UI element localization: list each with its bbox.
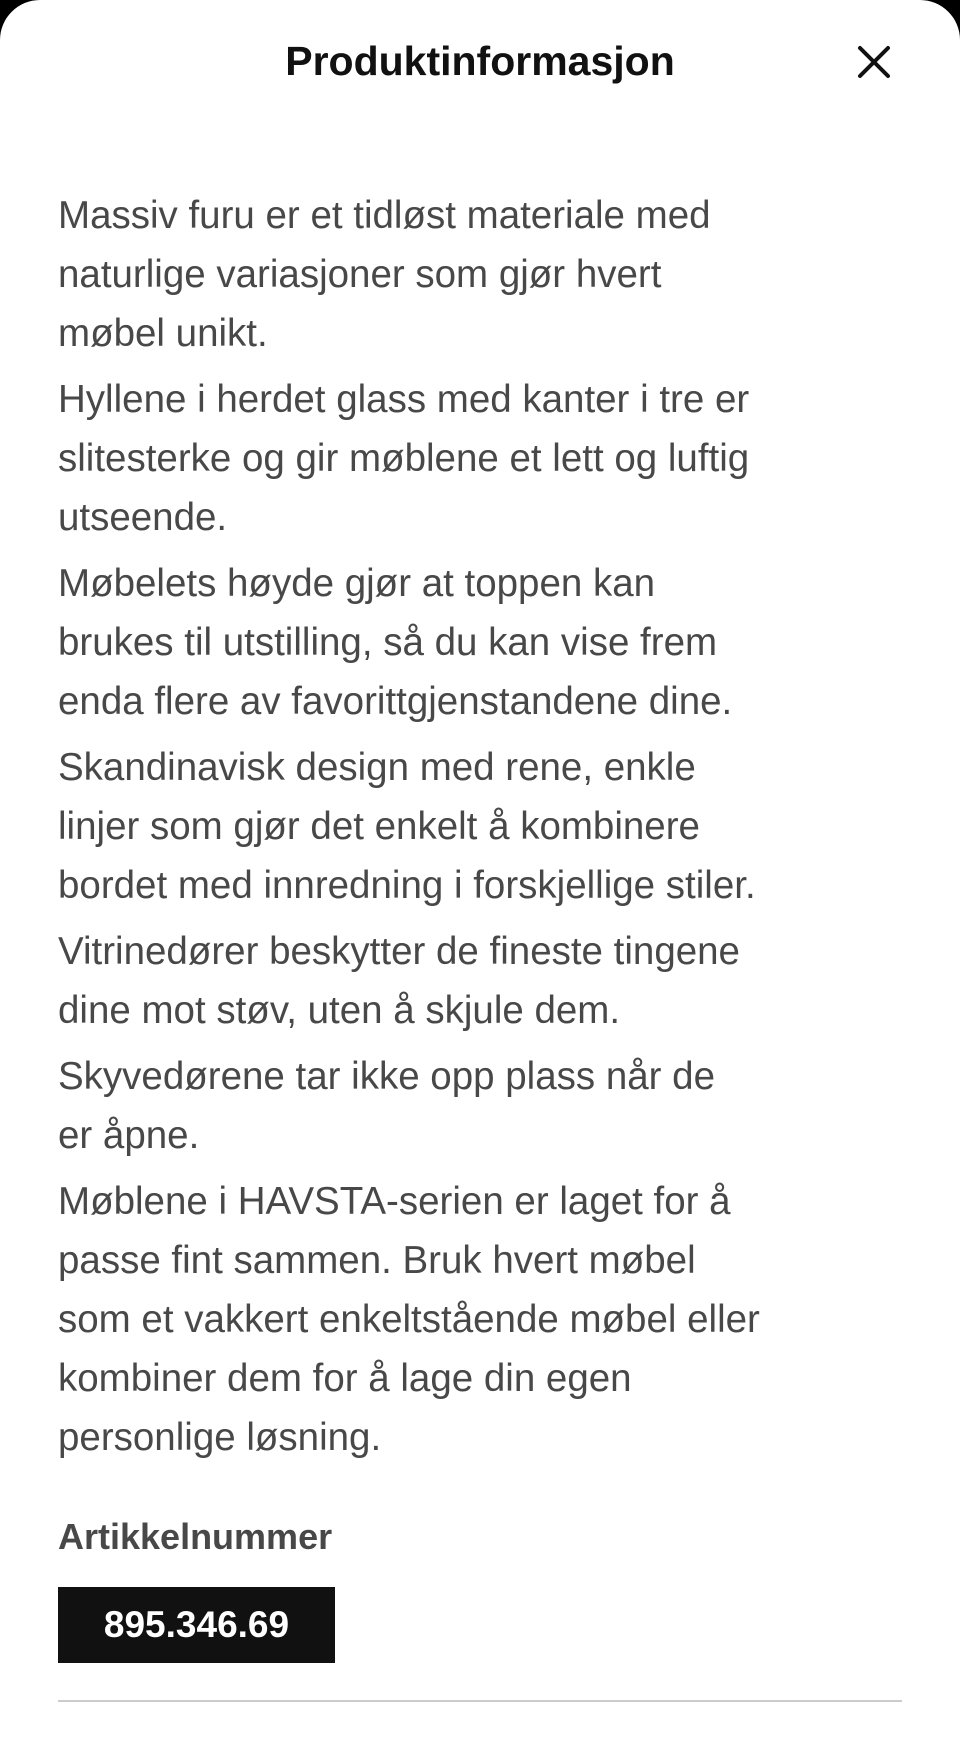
description-paragraph — [58, 554, 938, 731]
description-paragraph — [58, 1047, 938, 1165]
article-number: 895.346.69 — [58, 1587, 335, 1663]
close-icon — [852, 40, 896, 84]
description-line: personlige løsning. — [58, 1416, 382, 1459]
description-line: utseende. — [58, 496, 228, 539]
description-line: Hyllene i herdet glass med kanter i tre er — [58, 378, 750, 421]
close-button[interactable] — [852, 40, 896, 84]
description-line: bordet med innredning i forskjellige stiler. — [58, 864, 756, 907]
description-line: Skyvedørene tar ikke opp plass når de — [58, 1055, 715, 1098]
description-line: er åpne. — [58, 1114, 200, 1157]
description-paragraph — [58, 1172, 938, 1467]
description-line: Massiv furu er et tidløst materiale med — [58, 194, 711, 237]
description-paragraph — [58, 922, 938, 1040]
description-line: som et vakkert enkeltstående møbel eller — [58, 1298, 760, 1341]
description-paragraph — [58, 370, 938, 547]
description-line: dine mot støv, uten å skjule dem. — [58, 989, 621, 1032]
description-line: naturlige variasjoner som gjør hvert — [58, 253, 662, 296]
description-line: Møbelets høyde gjør at toppen kan — [58, 562, 656, 605]
description-line: Skandinavisk design med rene, enkle — [58, 746, 696, 789]
description-line: Møblene i HAVSTA-serien er laget for å — [58, 1180, 731, 1223]
description-paragraph — [58, 738, 938, 915]
product-description — [58, 186, 938, 1474]
divider — [58, 1700, 902, 1702]
description-line: møbel unikt. — [58, 312, 268, 355]
description-line: enda flere av favorittgjenstandene dine. — [58, 680, 733, 723]
description-line: kombiner dem for å lage din egen — [58, 1357, 632, 1400]
article-number-label: Artikkelnummer — [58, 1516, 333, 1557]
description-line: Vitrinedører beskytter de fineste tingene — [58, 930, 740, 973]
description-line: passe fint sammen. Bruk hvert møbel — [58, 1239, 696, 1282]
description-line: linjer som gjør det enkelt å kombinere — [58, 805, 700, 848]
description-paragraph — [58, 186, 938, 363]
page-title: Produktinformasjon — [285, 38, 675, 84]
description-line: brukes til utstilling, så du kan vise frem — [58, 621, 718, 664]
description-line: slitesterke og gir møblene et lett og luftig — [58, 437, 750, 480]
